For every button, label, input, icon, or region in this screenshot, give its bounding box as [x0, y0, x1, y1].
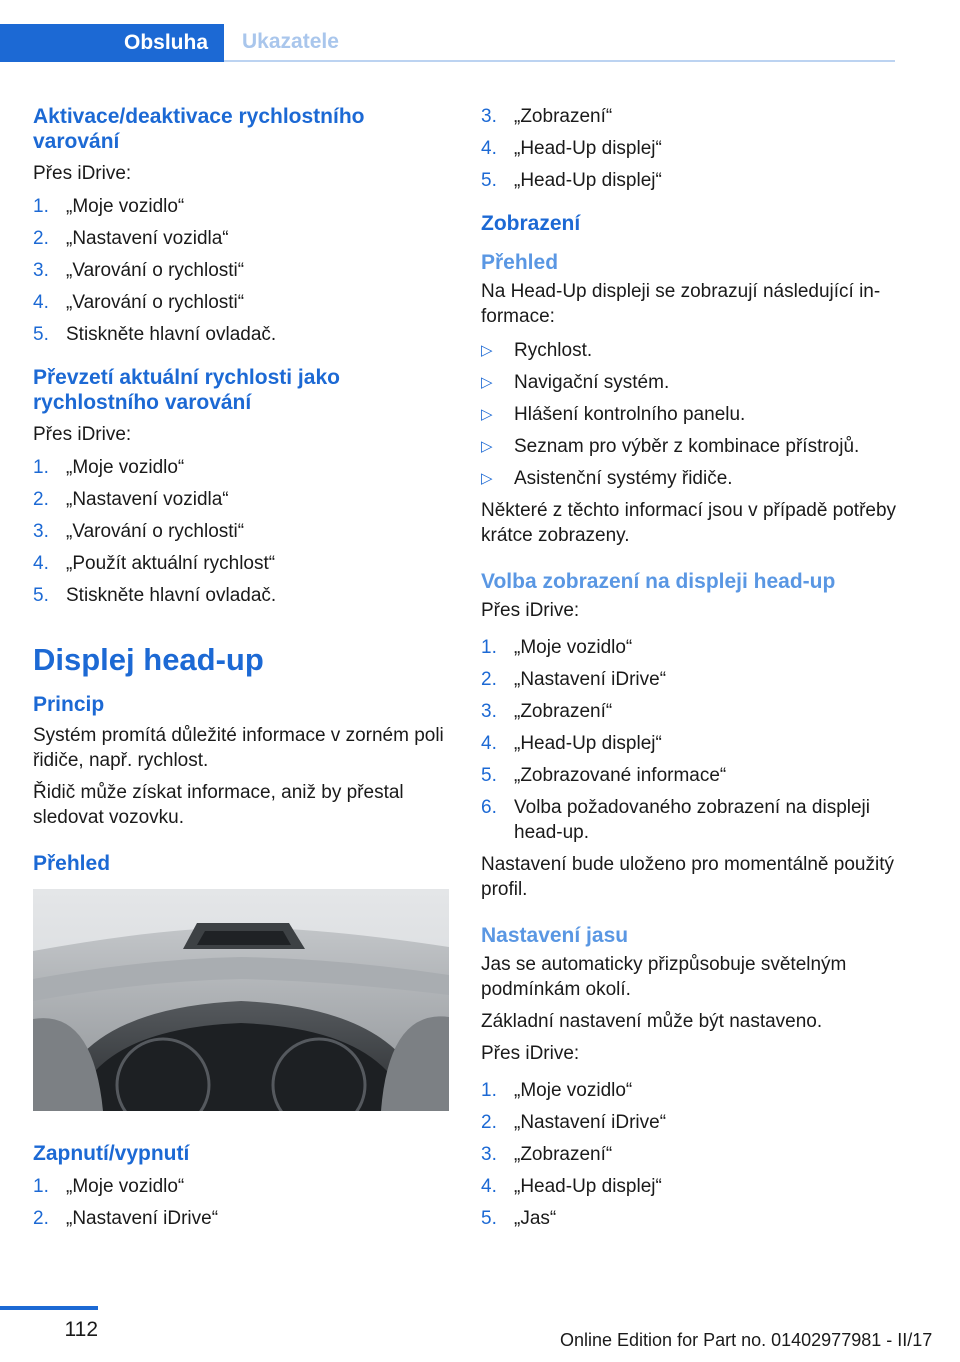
list-item: 1. „Moje vozidlo“ [33, 1176, 185, 1197]
list-item: ▷ Navigační systém. [481, 372, 670, 393]
step-number: 3. [481, 1144, 497, 1165]
left-column [33, 104, 449, 1238]
list-item: 5. Stiskněte hlavní ovladač. [33, 324, 277, 345]
list-item: 3. „Varování o rychlosti“ [33, 260, 245, 281]
steps-list [33, 455, 449, 608]
list-item: 4. „Varování o rychlosti“ [33, 292, 245, 313]
list-item: 6. Volba požadovaného zobrazení na displeji head-up. [481, 797, 870, 843]
triangle-right-icon: ▷ [481, 406, 493, 423]
list-item: 4. „Head-Up displej“ [481, 138, 662, 159]
right-column [481, 104, 897, 1238]
steps-list [481, 1078, 897, 1231]
step-number: 1. [481, 637, 497, 658]
paragraph: Na Head-Up displeji se zobrazují následující informace: [481, 281, 881, 327]
step-number: 5. [481, 765, 497, 786]
step-number: 2. [33, 489, 49, 510]
step-number: 2. [33, 1208, 49, 1229]
paragraph: Jas se automaticky přizpůsobuje světelným podmínkám okolí. [481, 954, 847, 1000]
list-item: 5. „Jas“ [481, 1208, 557, 1229]
step-number: 4. [481, 733, 497, 754]
list-item: 5. „Zobrazované informace“ [481, 765, 727, 786]
list-item: 2. „Nastavení iDrive“ [33, 1208, 219, 1229]
list-item: ▷ Rychlost. [481, 340, 593, 361]
list-item: ▷ Asistenční systémy řidiče. [481, 468, 733, 489]
step-number: 1. [33, 457, 49, 478]
tab-ukazatele[interactable]: Ukazatele [224, 24, 895, 60]
steps-list [481, 635, 897, 845]
list-item: ▷ Seznam pro výběr z kombinace přístrojů. [481, 436, 860, 457]
paragraph: Některé z těchto informací jsou v případě potřeby krátce zobrazeny. [481, 500, 897, 546]
steps-list [33, 1174, 449, 1231]
list-item: 4. „Head-Up displej“ [481, 1176, 662, 1197]
intro-text: Přes iDrive: [33, 163, 132, 184]
list-item: 1. „Moje vozidlo“ [481, 637, 633, 658]
list-item: 1. „Moje vozidlo“ [33, 196, 185, 217]
intro-text: Přes iDrive: [481, 1043, 580, 1064]
list-item: 3. „Zobrazení“ [481, 701, 613, 722]
paragraph: Nastavení bude uloženo pro momentálně použitý profil. [481, 854, 894, 900]
list-item: 2. „Nastavení iDrive“ [481, 669, 667, 690]
list-item: 5. „Head-Up displej“ [481, 170, 662, 191]
step-number: 4. [481, 1176, 497, 1197]
step-number: 3. [33, 260, 49, 281]
edition-note: Online Edition for Part no. 01402977981 - II/17 [560, 1330, 933, 1350]
tab-underline [224, 60, 895, 62]
step-number: 3. [481, 106, 497, 127]
step-number: 5. [33, 585, 49, 606]
bullet-list [481, 338, 897, 491]
list-item: 2. „Nastavení iDrive“ [481, 1112, 667, 1133]
paragraph: Systém promítá důležité informace v zorném poli řidiče, např. rychlost. [33, 725, 444, 771]
step-number: 1. [33, 1176, 49, 1197]
page-number: 112 [64, 1318, 98, 1341]
intro-text: Přes iDrive: [33, 424, 132, 445]
step-number: 1. [481, 1080, 497, 1101]
section-title-current-speed: Převzetí aktuální rychlosti jako rychlostního varování [33, 366, 340, 414]
steps-list-continued [481, 104, 897, 193]
footer-accent-line [0, 1306, 98, 1310]
step-number: 5. [33, 324, 49, 345]
section-title-prehled: Přehled [33, 852, 111, 875]
step-number: 3. [33, 521, 49, 542]
intro-text: Přes iDrive: [481, 600, 580, 621]
step-number: 4. [481, 138, 497, 159]
list-item: 1. „Moje vozidlo“ [481, 1080, 633, 1101]
hud-dashboard-photo [33, 889, 449, 1111]
subsection-title-volba: Volba zobrazení na displeji head-up [481, 570, 836, 593]
step-number: 3. [481, 701, 497, 722]
paragraph: Základní nastavení může být nastaveno. [481, 1011, 823, 1032]
triangle-right-icon: ▷ [481, 342, 493, 359]
step-number: 4. [33, 553, 49, 574]
list-item: 5. Stiskněte hlavní ovladač. [33, 585, 277, 606]
section-title-zapnuti: Zapnutí/vypnutí [33, 1142, 190, 1165]
chapter-tabs [0, 24, 895, 64]
list-item: 4. „Head-Up displej“ [481, 733, 662, 754]
list-item: 3. „Zobrazení“ [481, 1144, 613, 1165]
list-item: 1. „Moje vozidlo“ [33, 457, 185, 478]
tab-obsluha[interactable]: Obsluha [0, 24, 224, 62]
list-item: 3. „Zobrazení“ [481, 106, 613, 127]
step-number: 5. [481, 1208, 497, 1229]
section-title-princip: Princip [33, 693, 105, 716]
subsection-title-jas: Nastavení jasu [481, 924, 629, 947]
chapter-title: Displej head-up [33, 642, 264, 677]
step-number: 4. [33, 292, 49, 313]
list-item: 3. „Varování o rychlosti“ [33, 521, 245, 542]
steps-list [33, 194, 449, 347]
list-item: ▷ Hlášení kontrolního panelu. [481, 404, 746, 425]
triangle-right-icon: ▷ [481, 470, 493, 487]
section-title-speed-warning: Aktivace/deaktivace rychlostního varování [33, 105, 365, 153]
subsection-title-prehled: Přehled [481, 251, 559, 274]
list-item: 2. „Nastavení vozidla“ [33, 228, 229, 249]
list-item: 2. „Nastavení vozidla“ [33, 489, 229, 510]
step-number: 2. [33, 228, 49, 249]
list-item: 4. „Použít aktuální rychlost“ [33, 553, 276, 574]
step-number: 1. [33, 196, 49, 217]
step-number: 6. [481, 797, 497, 818]
triangle-right-icon: ▷ [481, 374, 493, 391]
step-number: 2. [481, 669, 497, 690]
section-title-zobrazeni: Zobrazení [481, 212, 581, 235]
step-number: 2. [481, 1112, 497, 1133]
step-number: 5. [481, 170, 497, 191]
paragraph: Řidič může získat informace, aniž by přestal sledovat vozovku. [33, 782, 404, 828]
triangle-right-icon: ▷ [481, 438, 493, 455]
hud-dashboard-illustration [33, 889, 449, 1111]
